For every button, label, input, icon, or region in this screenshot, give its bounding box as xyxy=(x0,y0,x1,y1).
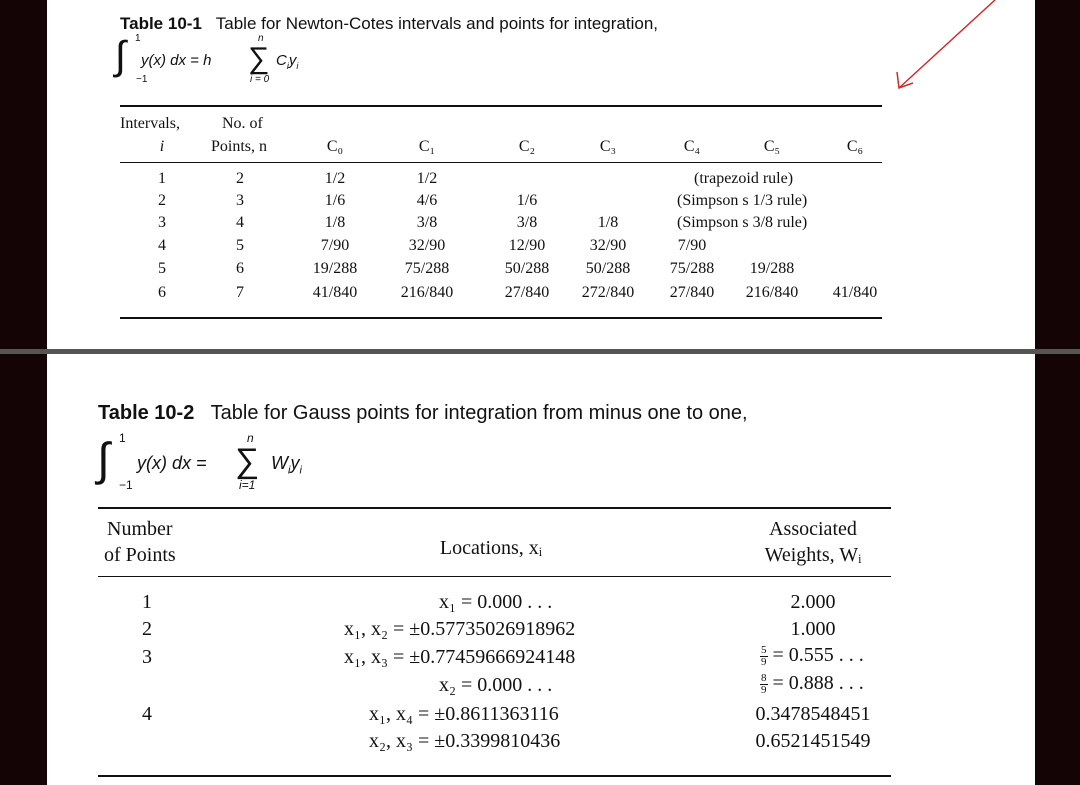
header-c6: C₆ xyxy=(846,138,864,155)
table-row-3-c2: 3/8 xyxy=(516,214,538,231)
table-row-6-n: 7 xyxy=(236,284,244,301)
header-of-points: of Points xyxy=(104,544,176,566)
header-intervals-i: i xyxy=(159,138,165,155)
table-row-4-c1: 32/90 xyxy=(408,237,446,254)
table-10-2-page xyxy=(47,354,1035,785)
table-row-2-c0: 1/6 xyxy=(324,192,346,209)
gauss-row-4-location: x₂ = 0.000 . . . xyxy=(439,674,553,696)
gauss-row-5-weight: 0.3478548451 xyxy=(755,703,871,725)
table-10-2-body xyxy=(47,354,1035,785)
table-row-5-c3: 50/288 xyxy=(585,260,631,277)
header-associated: Associated xyxy=(769,518,857,540)
sum-sign: ∑ xyxy=(235,442,260,480)
summand-c-sub: i xyxy=(286,61,289,71)
table-row-3-c1: 3/8 xyxy=(416,214,438,231)
table-row-2-n: 3 xyxy=(236,192,244,209)
integral-sign: ∫ xyxy=(97,433,110,485)
summand-c: C xyxy=(276,52,287,69)
fraction-numerator: 8 xyxy=(761,671,767,684)
header-weights: Weights, Wᵢ xyxy=(764,544,862,566)
table-row-6-c5: 216/840 xyxy=(745,284,799,301)
table-10-1-label: Table 10-1 xyxy=(120,14,202,33)
table-row-5-n: 6 xyxy=(236,260,244,277)
table-row-4-c4: 7/90 xyxy=(677,237,707,254)
header-intervals: Intervals, xyxy=(120,115,180,132)
integral-lower-limit: −1 xyxy=(136,74,148,85)
sum-lower-limit: i=1 xyxy=(239,478,256,492)
gauss-row-1-points: 1 xyxy=(142,591,152,613)
header-locations: Locations, xᵢ xyxy=(439,537,543,559)
table-row-6-i: 6 xyxy=(158,284,166,301)
gauss-row-5-points: 4 xyxy=(142,703,152,725)
table-row-5-c2: 50/288 xyxy=(504,260,550,277)
table-row-6-c4: 27/840 xyxy=(669,284,715,301)
header-c2: C₂ xyxy=(518,138,536,155)
table-row-4-n: 5 xyxy=(236,237,244,254)
header-c3: C₃ xyxy=(599,138,617,155)
header-number: Number xyxy=(107,518,173,540)
table-row-4-i: 4 xyxy=(158,237,166,254)
table-row-6-c6: 41/840 xyxy=(832,284,878,301)
gauss-row-4-weight xyxy=(760,672,864,696)
table-row-6-c1: 216/840 xyxy=(400,284,454,301)
table-row-1-c0: 1/2 xyxy=(324,170,346,187)
table-row-2-i: 2 xyxy=(158,192,166,209)
fraction-denominator: 9 xyxy=(761,655,767,668)
table-row-6-c0: 41/840 xyxy=(312,284,358,301)
table-row-1-i: 1 xyxy=(158,170,166,187)
integrand: y(x) dx = h xyxy=(141,52,212,69)
summand-y-sub: i xyxy=(296,61,299,71)
sum-lower-limit: i = 0 xyxy=(250,74,270,85)
table-row-3-c3: 1/8 xyxy=(597,214,619,231)
integral-sign: ∫ xyxy=(115,34,126,78)
table-row-1-note: (trapezoid rule) xyxy=(694,170,794,187)
table-10-2-label: Table 10-2 xyxy=(98,402,195,424)
header-points-n: Points, n xyxy=(211,138,268,155)
table-row-3-n: 4 xyxy=(236,214,244,231)
table-row-5-i: 5 xyxy=(158,260,166,277)
gauss-row-2-weight: 1.000 xyxy=(790,618,836,640)
gauss-row-6-location: x₂, x₃ = ±0.3399810436 xyxy=(369,730,561,752)
integral-lower-limit: −1 xyxy=(119,478,133,492)
gauss-row-1-weight: 2.000 xyxy=(790,591,836,613)
header-c4: C₄ xyxy=(683,138,701,155)
fraction-numerator: 5 xyxy=(761,643,767,656)
table-row-5-c5: 19/288 xyxy=(749,260,795,277)
sum-upper-limit: n xyxy=(258,33,264,44)
table-row-1-n: 2 xyxy=(236,170,244,187)
fraction-5-9 xyxy=(760,645,768,668)
fraction-denominator: 9 xyxy=(761,683,767,696)
table-row-3-note: (Simpson s 3/8 rule) xyxy=(677,214,808,231)
gauss-row-1-location: x₁ = 0.000 . . . xyxy=(439,591,553,613)
integrand: y(x) dx = xyxy=(137,453,207,473)
table-row-2-note: (Simpson s 1/3 rule) xyxy=(677,192,808,209)
header-c1: C₁ xyxy=(418,138,436,155)
table-row-4-c3: 32/90 xyxy=(589,237,627,254)
integral-upper-limit: 1 xyxy=(119,431,126,445)
header-points: No. of xyxy=(222,115,263,132)
weight-decimal: = 0.555 . . . xyxy=(772,644,864,666)
table-row-4-c2: 12/90 xyxy=(508,237,546,254)
table-row-2-c1: 4/6 xyxy=(416,192,438,209)
gauss-row-3-weight xyxy=(760,644,864,668)
gauss-row-2-location: x₁, x₂ = ±0.57735026918962 xyxy=(344,618,576,640)
table-10-1-page xyxy=(47,0,1035,349)
summand-w-sub: i xyxy=(288,464,291,477)
header-c5: C₅ xyxy=(763,138,781,155)
table-10-2-bottom-rule xyxy=(98,775,891,777)
table-10-1-caption-text: Table for Newton-Cotes intervals and points for integration, xyxy=(215,14,658,33)
table-row-6-c3: 272/840 xyxy=(581,284,635,301)
weight-decimal: = 0.888 . . . xyxy=(772,672,864,694)
sum-sign: ∑ xyxy=(248,42,270,75)
gauss-row-5-location: x₁, x₄ = ±0.8611363116 xyxy=(369,703,559,725)
table-row-6-c2: 27/840 xyxy=(504,284,550,301)
summand-y: y xyxy=(290,453,300,473)
table-10-1-bottom-rule xyxy=(120,317,882,319)
integral-upper-limit: 1 xyxy=(135,33,141,44)
summand-w: W xyxy=(271,453,288,473)
gauss-row-3-location: x₁, x₃ = ±0.77459666924148 xyxy=(344,646,576,668)
sum-upper-limit: n xyxy=(247,431,254,445)
table-row-5-c4: 75/288 xyxy=(669,260,715,277)
table-row-5-c0: 19/288 xyxy=(312,260,358,277)
table-row-2-c2: 1/6 xyxy=(516,192,538,209)
table-row-4-c0: 7/90 xyxy=(320,237,350,254)
table-10-1-body xyxy=(47,0,1035,349)
fraction-8-9 xyxy=(760,673,768,696)
gauss-row-3-points: 3 xyxy=(142,646,152,668)
summand-y: y xyxy=(288,52,297,69)
header-c0: C₀ xyxy=(326,138,344,155)
gauss-row-2-points: 2 xyxy=(142,618,152,640)
table-row-1-c1: 1/2 xyxy=(416,170,438,187)
table-row-5-c1: 75/288 xyxy=(404,260,450,277)
table-row-3-c0: 1/8 xyxy=(324,214,346,231)
gauss-row-6-weight: 0.6521451549 xyxy=(755,730,871,752)
table-row-3-i: 3 xyxy=(158,214,166,231)
summand-y-sub: i xyxy=(299,464,302,477)
table-10-2-caption-text: Table for Gauss points for integration from minus one to one, xyxy=(210,402,748,424)
